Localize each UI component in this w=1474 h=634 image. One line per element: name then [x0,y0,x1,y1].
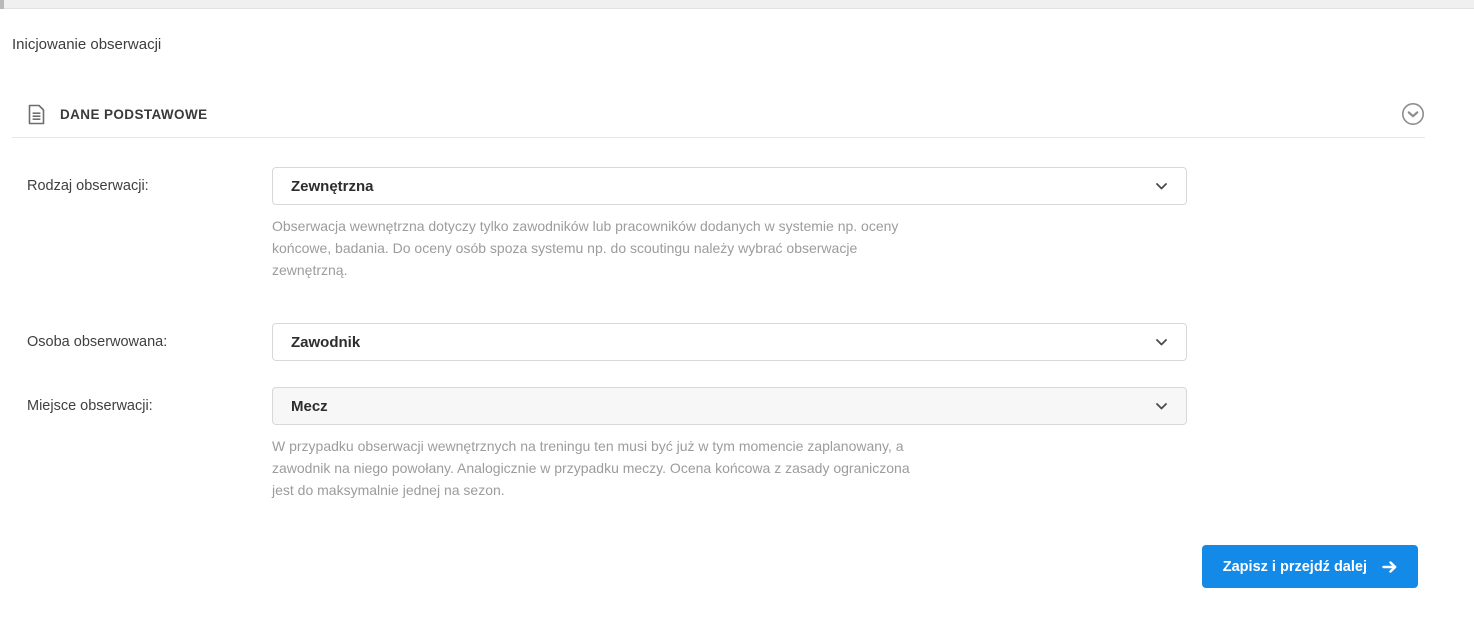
form-row-miejsce-obserwacji [27,387,1474,501]
section-title: DANE PODSTAWOWE [60,106,208,122]
save-and-continue-button[interactable] [1202,545,1418,588]
rodzaj-obserwacji-help: Obserwacja wewnętrzna dotyczy tylko zawodników lub pracowników dodanych w systemie np. oceny końcowe, badania. Do oceny osób spoza systemu np. do scoutingu należy wybrać obserwacje zewnętrzną. [272,218,899,278]
miejsce-obserwacji-label: Miejsce obserwacji: [27,398,153,414]
rodzaj-obserwacji-label: Rodzaj obserwacji: [27,178,149,194]
form-actions [1202,545,1418,588]
save-and-continue-label: Zapisz i przejdź dalej [1222,558,1367,575]
osoba-obserwowana-select[interactable] [272,323,1187,361]
arrow-right-icon [1382,561,1397,573]
chevron-down-icon [1156,183,1167,190]
form-row-osoba-obserwowana [27,323,1474,361]
top-bar-tick [0,0,4,9]
chevron-down-icon [1156,339,1167,346]
osoba-obserwowana-label: Osoba obserwowana: [27,334,168,350]
document-lines-icon [28,104,45,125]
form-row-rodzaj-obserwacji [27,167,1474,281]
observation-form [27,167,1474,501]
section-divider [12,137,1425,138]
miejsce-obserwacji-help: W przypadku obserwacji wewnętrznych na treningu ten musi być już w tym momencie zaplanowany, a zawodnik na niego powołany. Analogicznie w przypadku meczy. Ocena końcowa z zasady ograniczona jest do maksymalnie jednej na sezon. [272,438,910,498]
chevron-down-icon [1156,403,1167,410]
page-title: Inicjowanie obserwacji [12,36,162,53]
chevron-down-circle-icon[interactable] [1401,102,1425,126]
rodzaj-obserwacji-select[interactable] [272,167,1187,205]
section-header [28,102,1425,126]
top-bar [0,0,1474,9]
miejsce-obserwacji-select[interactable] [272,387,1187,425]
rodzaj-obserwacji-value: Zewnętrzna [291,177,374,195]
miejsce-obserwacji-value: Mecz [291,397,328,415]
osoba-obserwowana-value: Zawodnik [291,333,361,351]
